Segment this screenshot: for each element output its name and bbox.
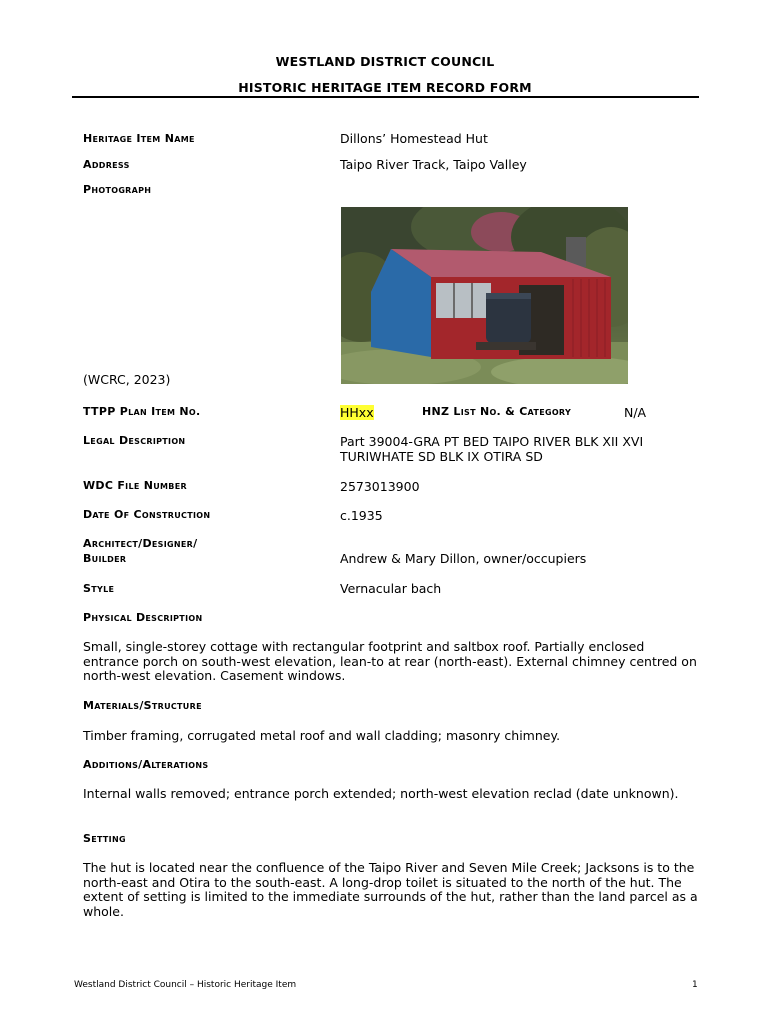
ttpp-highlight: HHxx: [340, 405, 374, 420]
architect-label-line1: Architect/Designer/: [83, 537, 198, 550]
header-rule: [72, 96, 699, 98]
hnz-list-value: N/A: [624, 405, 647, 420]
additions-alterations-heading: Additions/Alterations: [83, 758, 209, 771]
style-value: Vernacular bach: [340, 581, 442, 596]
physical-description-text: Small, single-storey cottage with rectangular footprint and saltbox roof. Partially enclosed entrance porch on south-west elevation, lean-to at rear (north-east). External chimney centred on north-west elevation. Casement windows.: [83, 639, 697, 684]
hut-photograph: [341, 207, 628, 384]
address-label: Address: [83, 158, 130, 171]
date-of-construction-label: Date Of Construction: [83, 508, 211, 521]
architect-label-line2: Builder: [83, 552, 127, 565]
setting-text: The hut is located near the confluence of the Taipo River and Seven Mile Creek; Jacksons is to the north-east and Otira to the south-east. A long-drop toilet is situated to the north of the hut. The extent of setting is limited to the immediate surrounds of the hut, rather than the land parcel as a whole.: [83, 860, 698, 919]
photograph-label: Photograph: [83, 183, 152, 196]
additions-alterations-text: Internal walls removed; entrance porch extended; north-west elevation reclad (date unknown).: [83, 786, 679, 801]
architect-value: Andrew & Mary Dillon, owner/occupiers: [340, 551, 587, 566]
photo-credit: (WCRC, 2023): [83, 372, 171, 387]
footer-page-number: 1: [692, 980, 698, 990]
hnz-list-label: HNZ List No. & Category: [422, 405, 572, 418]
setting-heading: Setting: [83, 832, 126, 845]
ttpp-plan-item-label: TTPP Plan Item No.: [83, 405, 201, 418]
materials-structure-heading: Materials/Structure: [83, 699, 202, 712]
physical-description-heading: Physical Description: [83, 611, 203, 624]
ttpp-plan-item-value: [340, 405, 374, 420]
legal-description-line2: TURIWHATE SD BLK IX OTIRA SD: [340, 449, 543, 464]
address-value: Taipo River Track, Taipo Valley: [340, 157, 527, 172]
style-label: Style: [83, 582, 115, 595]
materials-structure-text: Timber framing, corrugated metal roof and wall cladding; masonry chimney.: [83, 728, 561, 743]
council-title: WESTLAND DISTRICT COUNCIL: [275, 54, 495, 69]
heritage-name-value: Dillons’ Homestead Hut: [340, 131, 488, 146]
legal-description-label: Legal Description: [83, 434, 186, 447]
wdc-file-number-value: 2573013900: [340, 479, 420, 494]
legal-description-line1: Part 39004-GRA PT BED TAIPO RIVER BLK XII XVI: [340, 434, 644, 449]
form-title: HISTORIC HERITAGE ITEM RECORD FORM: [238, 80, 532, 95]
wdc-file-number-label: WDC File Number: [83, 479, 187, 492]
date-of-construction-value: c.1935: [340, 508, 383, 523]
footer-left: Westland District Council – Historic Heritage Item: [74, 980, 297, 990]
heritage-name-label: Heritage Item Name: [83, 132, 195, 145]
